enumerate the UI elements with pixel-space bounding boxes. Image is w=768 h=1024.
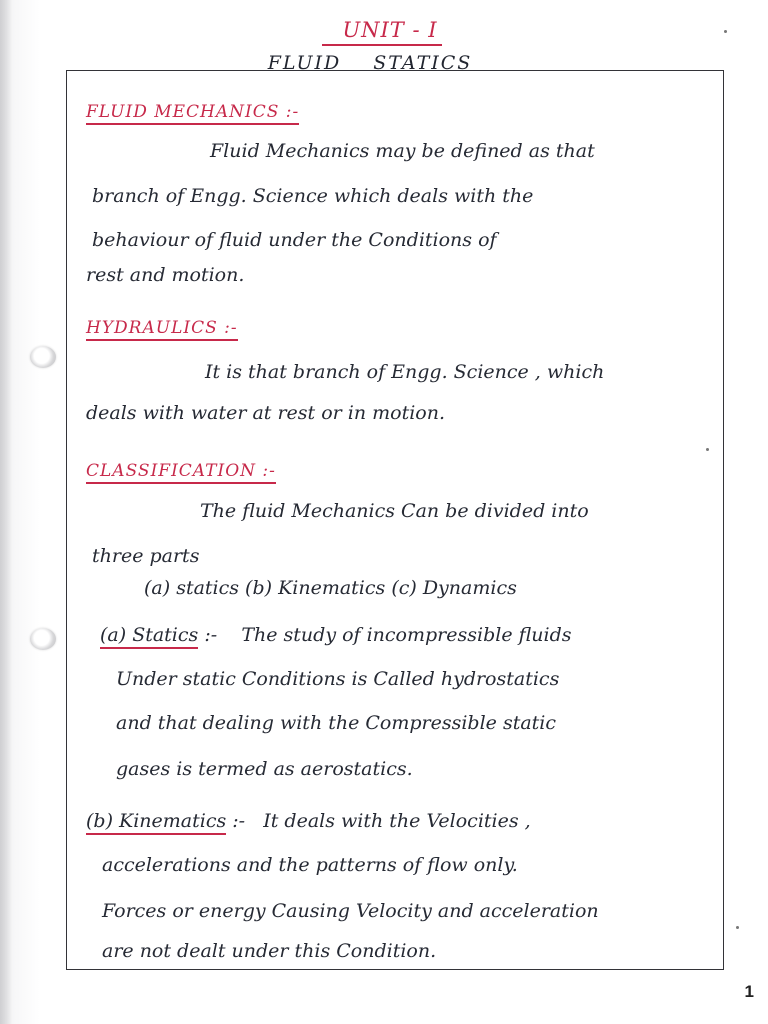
statics-separator: :-	[204, 624, 218, 646]
kinematics-line-3: Forces or energy Causing Velocity and acceleration	[102, 900, 599, 922]
heading-hydraulics: HYDRAULICS :-	[86, 318, 238, 338]
kinematics-definition-line-1	[86, 810, 531, 832]
statics-line-3: and that dealing with the Compressible static	[116, 712, 557, 734]
paper-speck	[724, 30, 727, 33]
heading-fluid-mechanics: FLUID MECHANICS :-	[86, 102, 299, 122]
kinematics-line-4: are not dealt under this Condition.	[102, 940, 437, 962]
punch-hole-top	[30, 346, 56, 368]
kinematics-line-1-text: It deals with the Velocities ,	[263, 810, 531, 832]
statics-label: (a) Statics	[100, 624, 198, 649]
statics-line-2: Under static Conditions is Called hydrostatics	[116, 668, 560, 690]
classification-line-2: three parts	[92, 545, 200, 567]
hydraulics-line-1: It is that branch of Engg. Science , which	[205, 361, 605, 383]
unit-heading: UNIT - I	[300, 18, 480, 42]
hydraulics-line-2: deals with water at rest or in motion.	[86, 402, 445, 424]
page-title: FLUID STATICS	[267, 52, 473, 74]
binding-shadow	[0, 0, 12, 1024]
kinematics-line-2: accelerations and the patterns of flow only.	[102, 854, 518, 876]
fluid-mechanics-line-2: branch of Engg. Science which deals with the	[92, 185, 534, 207]
kinematics-separator: :-	[232, 810, 246, 832]
punch-hole-bottom	[30, 628, 56, 650]
fluid-mechanics-line-1: Fluid Mechanics may be defined as that	[210, 140, 595, 162]
heading-classification: CLASSIFICATION :-	[86, 461, 276, 481]
fluid-mechanics-line-4: rest and motion.	[86, 264, 245, 286]
paper-speck	[706, 448, 709, 451]
statics-line-1-text: The study of incompressible fluids	[241, 624, 572, 646]
statics-line-4: gases is termed as aerostatics.	[116, 758, 413, 780]
kinematics-label: (b) Kinematics	[86, 810, 226, 835]
fluid-mechanics-line-3: behaviour of fluid under the Conditions of	[92, 229, 497, 251]
statics-definition-line-1	[100, 624, 572, 646]
classification-line-1: The fluid Mechanics Can be divided into	[200, 500, 589, 522]
paper-speck	[736, 926, 739, 929]
page-number: 1	[744, 982, 754, 1001]
classification-line-3: (a) statics (b) Kinematics (c) Dynamics	[144, 577, 517, 599]
